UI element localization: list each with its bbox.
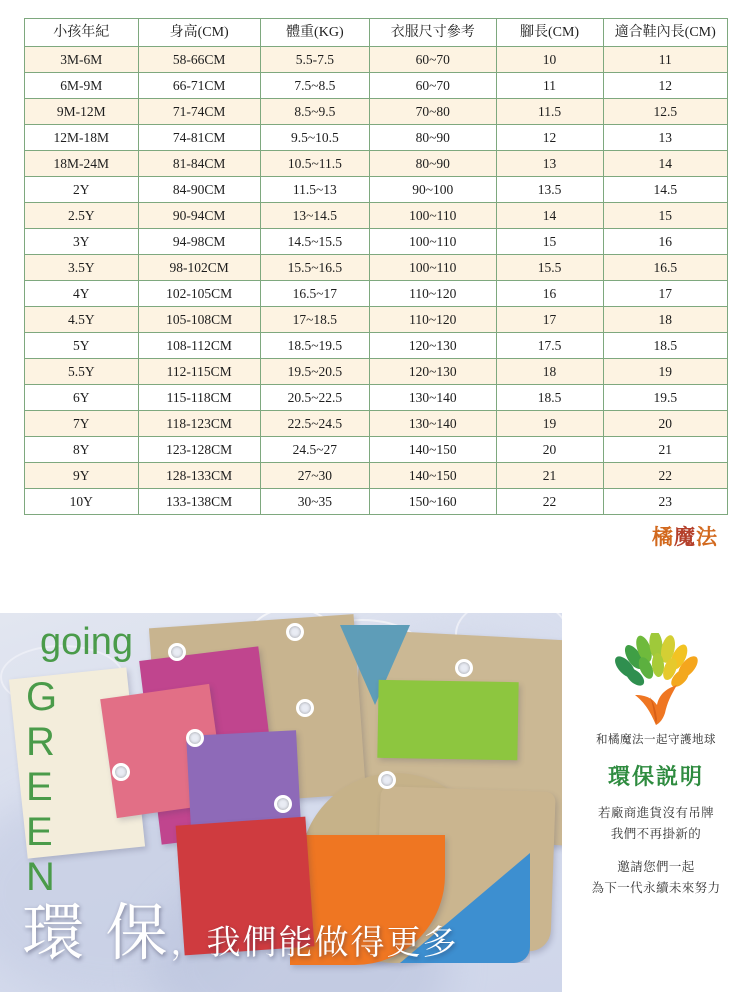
cell-age: 3Y xyxy=(25,229,139,255)
cell-foot: 15.5 xyxy=(496,255,603,281)
column-header-age: 小孩年紀 xyxy=(25,19,139,47)
cell-height: 84-90CM xyxy=(138,177,260,203)
cell-age: 2Y xyxy=(25,177,139,203)
cell-age: 2.5Y xyxy=(25,203,139,229)
cell-height: 118-123CM xyxy=(138,411,260,437)
table-row xyxy=(25,99,728,125)
cell-age: 3.5Y xyxy=(25,255,139,281)
cell-age: 7Y xyxy=(25,411,139,437)
table-row xyxy=(25,411,728,437)
cell-shoe: 23 xyxy=(603,489,727,515)
cell-weight: 11.5~13 xyxy=(260,177,369,203)
cell-clothing: 120~130 xyxy=(369,359,496,385)
column-header-foot-length: 腳長(CM) xyxy=(496,19,603,47)
table-row xyxy=(25,333,728,359)
cell-shoe: 15 xyxy=(603,203,727,229)
cell-shoe: 16 xyxy=(603,229,727,255)
cell-foot: 11.5 xyxy=(496,99,603,125)
cell-shoe: 12 xyxy=(603,73,727,99)
tree-leaf-logo-icon xyxy=(601,633,711,725)
cell-foot: 14 xyxy=(496,203,603,229)
green-letter: R xyxy=(26,720,55,764)
table-row xyxy=(25,359,728,385)
cell-weight: 22.5~24.5 xyxy=(260,411,369,437)
tag-eyelet xyxy=(186,729,204,747)
green-letter: E xyxy=(26,765,53,809)
cell-weight: 10.5~11.5 xyxy=(260,151,369,177)
cell-clothing: 130~140 xyxy=(369,385,496,411)
eco-description-line: 若廠商進貨沒有吊牌 xyxy=(597,806,715,820)
cell-age: 9Y xyxy=(25,463,139,489)
cell-age: 10Y xyxy=(25,489,139,515)
table-row xyxy=(25,255,728,281)
cell-height: 128-133CM xyxy=(138,463,260,489)
column-header-height: 身高(CM) xyxy=(138,19,260,47)
table-row xyxy=(25,307,728,333)
brand-char-1: 橘 xyxy=(652,525,674,549)
cell-foot: 10 xyxy=(496,47,603,73)
cell-clothing: 90~100 xyxy=(369,177,496,203)
table-row xyxy=(25,177,728,203)
table-row xyxy=(25,385,728,411)
size-chart-table xyxy=(24,18,728,515)
cell-clothing: 130~140 xyxy=(369,411,496,437)
table-row xyxy=(25,73,728,99)
green-letter: G xyxy=(26,675,58,719)
eco-photo-panel xyxy=(0,613,562,992)
brand-char-3: 法 xyxy=(696,525,718,549)
eco-headline-sub: ，我們能做得更多 xyxy=(170,925,459,962)
brand-row xyxy=(0,515,750,549)
cell-foot: 17.5 xyxy=(496,333,603,359)
eco-info-panel xyxy=(562,613,750,992)
cell-shoe: 18.5 xyxy=(603,333,727,359)
cell-weight: 5.5-7.5 xyxy=(260,47,369,73)
table-row xyxy=(25,437,728,463)
table-row xyxy=(25,229,728,255)
cell-clothing: 120~130 xyxy=(369,333,496,359)
cell-weight: 14.5~15.5 xyxy=(260,229,369,255)
eco-section-title: 環保説明 xyxy=(607,764,704,789)
cell-foot: 13 xyxy=(496,151,603,177)
eco-description-line: 為下一代永續未來努力 xyxy=(591,881,721,895)
cell-age: 18M-24M xyxy=(25,151,139,177)
cell-height: 112-115CM xyxy=(138,359,260,385)
cell-shoe: 20 xyxy=(603,411,727,437)
cell-weight: 15.5~16.5 xyxy=(260,255,369,281)
cell-age: 8Y xyxy=(25,437,139,463)
eco-description-line: 我們不再掛新的 xyxy=(610,827,702,841)
cell-foot: 15 xyxy=(496,229,603,255)
column-header-weight: 體重(KG) xyxy=(260,19,369,47)
table-header xyxy=(25,19,728,47)
cell-height: 71-74CM xyxy=(138,99,260,125)
cell-age: 6Y xyxy=(25,385,139,411)
table-row xyxy=(25,281,728,307)
cell-foot: 16 xyxy=(496,281,603,307)
cell-height: 133-138CM xyxy=(138,489,260,515)
cell-shoe: 14.5 xyxy=(603,177,727,203)
paper-tag-green xyxy=(377,680,518,760)
cell-foot: 12 xyxy=(496,125,603,151)
column-header-clothing-size: 衣服尺寸參考 xyxy=(369,19,496,47)
cell-foot: 19 xyxy=(496,411,603,437)
cell-shoe: 13 xyxy=(603,125,727,151)
green-letter: E xyxy=(26,810,53,854)
tag-eyelet xyxy=(455,659,473,677)
cell-height: 58-66CM xyxy=(138,47,260,73)
cell-clothing: 70~80 xyxy=(369,99,496,125)
cell-height: 66-71CM xyxy=(138,73,260,99)
cell-height: 108-112CM xyxy=(138,333,260,359)
cell-weight: 19.5~20.5 xyxy=(260,359,369,385)
going-label: going xyxy=(40,621,133,663)
cell-height: 74-81CM xyxy=(138,125,260,151)
cell-weight: 18.5~19.5 xyxy=(260,333,369,359)
cell-shoe: 14 xyxy=(603,151,727,177)
brand-logo-text xyxy=(652,525,718,549)
cell-weight: 9.5~10.5 xyxy=(260,125,369,151)
cell-height: 105-108CM xyxy=(138,307,260,333)
cell-foot: 11 xyxy=(496,73,603,99)
cell-height: 94-98CM xyxy=(138,229,260,255)
eco-headline-main: 環 保 xyxy=(22,900,171,968)
cell-foot: 20 xyxy=(496,437,603,463)
tag-eyelet xyxy=(378,771,396,789)
cell-clothing: 80~90 xyxy=(369,151,496,177)
column-header-shoe-inner-length: 適合鞋內長(CM) xyxy=(603,19,727,47)
cell-height: 102-105CM xyxy=(138,281,260,307)
table-row xyxy=(25,489,728,515)
table-row xyxy=(25,47,728,73)
cell-shoe: 19.5 xyxy=(603,385,727,411)
cell-clothing: 110~120 xyxy=(369,307,496,333)
tag-eyelet xyxy=(286,623,304,641)
cell-clothing: 150~160 xyxy=(369,489,496,515)
bottom-banner xyxy=(0,613,750,992)
table-row xyxy=(25,151,728,177)
cell-height: 123-128CM xyxy=(138,437,260,463)
cell-age: 6M-9M xyxy=(25,73,139,99)
cell-clothing: 60~70 xyxy=(369,73,496,99)
cell-foot: 18 xyxy=(496,359,603,385)
table-row xyxy=(25,463,728,489)
cell-height: 98-102CM xyxy=(138,255,260,281)
cell-shoe: 21 xyxy=(603,437,727,463)
eco-description-line: 邀請您們一起 xyxy=(617,860,695,874)
cell-weight: 17~18.5 xyxy=(260,307,369,333)
cell-weight: 16.5~17 xyxy=(260,281,369,307)
tag-eyelet xyxy=(274,795,292,813)
cell-age: 5.5Y xyxy=(25,359,139,385)
cell-shoe: 18 xyxy=(603,307,727,333)
cell-shoe: 17 xyxy=(603,281,727,307)
cell-height: 90-94CM xyxy=(138,203,260,229)
tag-eyelet xyxy=(168,643,186,661)
green-vertical-label xyxy=(26,675,57,900)
cell-shoe: 22 xyxy=(603,463,727,489)
cell-shoe: 19 xyxy=(603,359,727,385)
cell-weight: 30~35 xyxy=(260,489,369,515)
table-row xyxy=(25,125,728,151)
cell-age: 12M-18M xyxy=(25,125,139,151)
cell-age: 9M-12M xyxy=(25,99,139,125)
brand-char-2: 魔 xyxy=(674,525,696,549)
cell-foot: 22 xyxy=(496,489,603,515)
eco-headline xyxy=(22,899,459,979)
cell-age: 5Y xyxy=(25,333,139,359)
cell-clothing: 100~110 xyxy=(369,203,496,229)
cell-weight: 8.5~9.5 xyxy=(260,99,369,125)
cell-clothing: 60~70 xyxy=(369,47,496,73)
table-body xyxy=(25,47,728,515)
cell-foot: 13.5 xyxy=(496,177,603,203)
cell-clothing: 110~120 xyxy=(369,281,496,307)
cell-shoe: 16.5 xyxy=(603,255,727,281)
cell-clothing: 100~110 xyxy=(369,229,496,255)
cell-shoe: 11 xyxy=(603,47,727,73)
cell-age: 4Y xyxy=(25,281,139,307)
tag-eyelet xyxy=(296,699,314,717)
eco-description xyxy=(570,803,742,899)
cell-clothing: 140~150 xyxy=(369,437,496,463)
cell-clothing: 140~150 xyxy=(369,463,496,489)
cell-clothing: 100~110 xyxy=(369,255,496,281)
cell-weight: 13~14.5 xyxy=(260,203,369,229)
cell-weight: 24.5~27 xyxy=(260,437,369,463)
cell-foot: 18.5 xyxy=(496,385,603,411)
cell-clothing: 80~90 xyxy=(369,125,496,151)
cell-foot: 21 xyxy=(496,463,603,489)
cell-age: 4.5Y xyxy=(25,307,139,333)
logo-slogan: 和橘魔法一起守護地球 xyxy=(596,734,716,746)
cell-age: 3M-6M xyxy=(25,47,139,73)
table-row xyxy=(25,203,728,229)
tag-eyelet xyxy=(112,763,130,781)
spacer xyxy=(570,845,742,857)
cell-weight: 20.5~22.5 xyxy=(260,385,369,411)
cell-foot: 17 xyxy=(496,307,603,333)
cell-height: 81-84CM xyxy=(138,151,260,177)
green-letter: N xyxy=(26,855,55,899)
cell-weight: 7.5~8.5 xyxy=(260,73,369,99)
cell-shoe: 12.5 xyxy=(603,99,727,125)
cell-height: 115-118CM xyxy=(138,385,260,411)
cell-weight: 27~30 xyxy=(260,463,369,489)
table-header-row xyxy=(25,19,728,47)
